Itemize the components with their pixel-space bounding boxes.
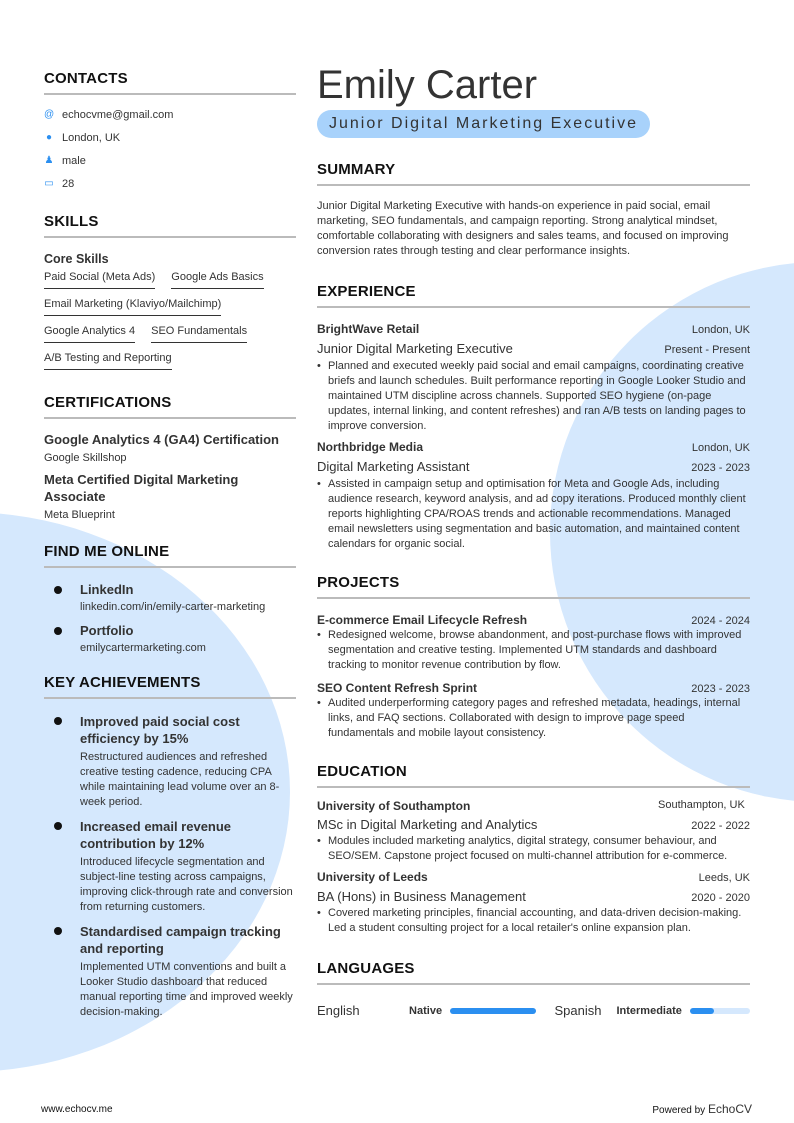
language-name: Spanish [554,1003,602,1018]
skill-tag: Google Ads Basics [171,268,263,289]
summary-text: Junior Digital Marketing Executive with hands-on experience in paid social, email marketing, SEO fundamentals, and campaign reporting. Strong analytical mindset, comfortable collaborating with designers and sales teams, and focused on improving conversion rates through testing and clear performance insights. [317,200,729,257]
experience-item [317,440,750,552]
cert-issuer: Meta Blueprint [44,509,115,521]
candidate-name: Emily Carter [317,63,538,107]
section-heading: EDUCATION [317,763,750,788]
achievement-title: Increased email revenue contribution by 12% [80,819,232,851]
project-item [317,613,750,673]
contact-email [44,103,296,126]
location: London, UK [691,442,750,454]
language-name: English [317,1003,360,1018]
achievement-title: Standardised campaign tracking and reporting [80,924,281,956]
education-item [317,870,750,936]
contact-text: echocvme@gmail.com [62,108,174,121]
bullet-icon [54,822,62,830]
role: Junior Digital Marketing Executive [317,341,513,356]
skill-tag: Email Marketing (Klaviyo/Mailchimp) [44,295,221,316]
link-url[interactable]: linkedin.com/in/emily-carter-marketing [80,601,266,613]
section-heading: KEY ACHIEVEMENTS [44,674,296,699]
achievement-title: Improved paid social cost efficiency by 15% [80,714,240,746]
achievement-desc: Implemented UTM conventions and built a Looker Studio dashboard that reduced manual reporting time and improved weekly decision-making. [80,961,293,1018]
right-column [317,62,750,1018]
dates: 2023 - 2023 [691,683,750,695]
contact-location [44,126,296,149]
skill-group-title: Core Skills [44,252,109,266]
project-item [317,681,750,741]
powered-label: Powered by [652,1105,706,1116]
summary-section [317,161,750,259]
degree: BA (Hons) in Business Management [317,889,526,904]
contact-text: male [62,154,86,167]
project-name: E-commerce Email Lifecycle Refresh [317,613,528,627]
language-level: Native [409,1004,443,1017]
contacts-section [44,70,296,195]
projects-section [317,574,750,741]
dates: 2024 - 2024 [691,615,750,627]
languages-section [317,960,750,1018]
job-title-badge: Junior Digital Marketing Executive [317,110,650,138]
contact-text: London, UK [62,131,121,144]
contact-text: 28 [62,177,75,190]
language-bar [690,1008,750,1014]
dates: 2023 - 2023 [691,462,750,474]
skill-tag: SEO Fundamentals [151,322,247,343]
online-link-linkedin[interactable] [44,582,296,615]
role: Digital Marketing Assistant [317,459,470,474]
section-heading: SUMMARY [317,161,750,186]
achievement-item [44,923,296,1020]
left-column [44,70,296,1028]
description: • Assisted in campaign setup and optimisation for Meta and Google Ads, including audience research, keyword analysis, and ad copy iterations. Produced monthly client reports highlighting CPA/ROAS trends and actionable recommendations. Managed email newsletters using segmentation and basic automation, and maintained content calendars for organic social. [317,477,750,552]
skill-tag: Google Analytics 4 [44,322,135,343]
link-url[interactable]: emilycartermarketing.com [80,642,206,654]
project-name: SEO Content Refresh Sprint [317,681,478,695]
cert-issuer: Google Skillshop [44,452,127,464]
education-section [317,763,750,936]
online-link-portfolio[interactable] [44,623,296,656]
cert-name: Meta Certified Digital Marketing Associate [44,472,239,504]
achievement-item [44,713,296,810]
calendar-icon: ▭ [44,178,54,189]
education-item [317,798,750,864]
location: London, UK [691,324,750,336]
description: • Redesigned welcome, browse abandonment, and post-purchase flows with improved segmentation and creative testing. Implemented UTM standards and dashboard tracking to monitor revenue contribution by flow. [317,628,750,673]
section-heading: CONTACTS [44,70,296,95]
brand-logo: EchoCV [707,1102,752,1116]
language-level: Intermediate [616,1004,682,1017]
achievement-desc: Introduced lifecycle segmentation and subject-line testing across campaigns, improving click-through rate and conversion from returning customers. [80,856,293,913]
bullet-icon [54,586,62,594]
skills-section [44,213,296,376]
location: Leeds, UK [698,872,750,884]
bullet-icon [54,717,62,725]
description: • Covered marketing principles, financial accounting, and data-driven decision-making. Led a student consulting project for a local retailer's online expansion plan. [317,906,750,936]
section-heading: LANGUAGES [317,960,750,985]
certifications-section [44,394,296,523]
company: Northbridge Media [317,440,424,454]
section-heading: EXPERIENCE [317,283,750,308]
language-bar [450,1008,536,1014]
achievements-section [44,674,296,1020]
bullet-icon [54,627,62,635]
section-heading: SKILLS [44,213,296,238]
company: BrightWave Retail [317,322,420,336]
contact-age [44,172,296,195]
bullet-icon [54,927,62,935]
section-heading: FIND ME ONLINE [44,543,296,568]
skill-tag: A/B Testing and Reporting [44,349,172,370]
degree: MSc in Digital Marketing and Analytics [317,817,538,832]
section-heading: PROJECTS [317,574,750,599]
language-bar-fill [690,1008,714,1014]
online-section [44,543,296,656]
powered-by [652,1102,752,1116]
link-label: Portfolio [80,623,134,638]
skill-tag: Paid Social (Meta Ads) [44,268,155,289]
dates: 2022 - 2022 [691,820,750,832]
experience-item [317,322,750,434]
language-bar-fill [450,1008,536,1014]
dates: Present - Present [664,344,750,356]
location-pin-icon: ● [45,132,53,143]
link-label: LinkedIn [80,582,134,597]
description: • Planned and executed weekly paid social and email campaigns, coordinating creative briefs and launch schedules. Built performance reporting in Google Looker Studio and maintained UTM discipline across channels. Supported SEO hygiene (on-page updates, internal linking, and content refreshes) and ran A/B tests on landing pages to improve conversion. [317,359,750,434]
section-heading: CERTIFICATIONS [44,394,296,419]
dates: 2020 - 2020 [691,892,750,904]
description: • Modules included marketing analytics, digital strategy, consumer behaviour, and SEO/SEM. Capstone project focused on multi-channel attribution for e-commerce. [317,834,750,864]
cert-name: Google Analytics 4 (GA4) Certification [44,432,280,447]
description: • Audited underperforming category pages and refreshed metadata, headings, internal links, and FAQ sections. Collaborated with design to improve page speed fundamentals and mobile layout consistency. [317,696,750,741]
footer-site-link[interactable]: www.echocv.me [41,1104,113,1115]
location: Southampton, UK [658,799,745,811]
school: University of Southampton [317,798,471,813]
at-icon: @ [44,109,55,120]
contact-gender [44,149,296,172]
experience-section [317,283,750,552]
achievement-desc: Restructured audiences and refreshed creative testing cadence, reducing CPA while maintaining lead volume over an 8-week period. [80,751,280,808]
person-icon: ♟ [44,155,54,166]
achievement-item [44,818,296,915]
school: University of Leeds [317,870,428,884]
